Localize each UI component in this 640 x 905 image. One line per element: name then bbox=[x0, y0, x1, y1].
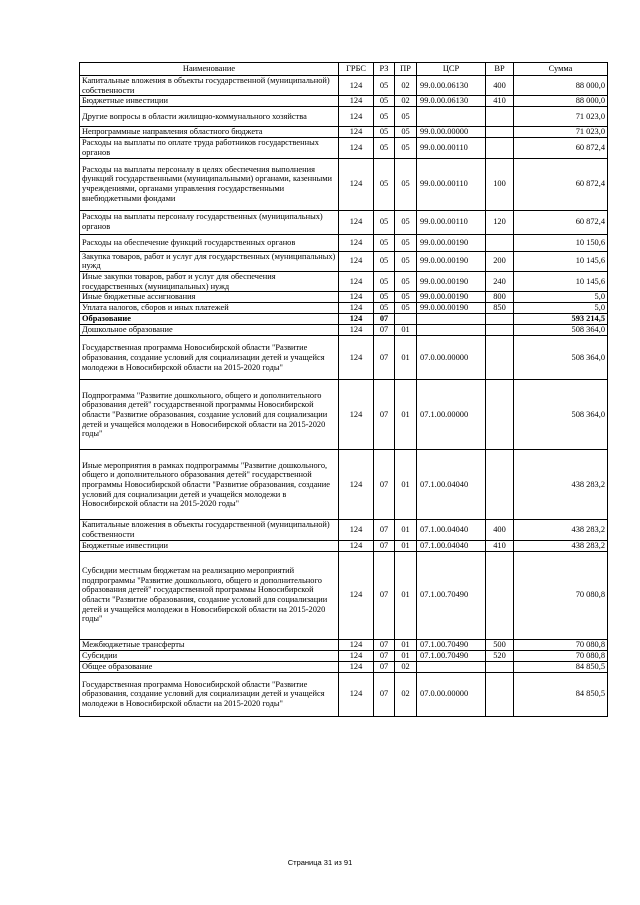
header-grbs: ГРБС bbox=[339, 63, 374, 76]
row-csr-cell: 07.1.00.70490 bbox=[417, 639, 486, 650]
row-rz-cell: 05 bbox=[374, 76, 395, 96]
row-vr-cell bbox=[486, 336, 514, 380]
table-row bbox=[80, 551, 608, 639]
row-grbs-cell: 124 bbox=[339, 520, 374, 540]
row-rz-cell: 07 bbox=[374, 661, 395, 672]
table-row bbox=[80, 661, 608, 672]
row-grbs-cell: 124 bbox=[339, 107, 374, 127]
row-name-cell: Общее образование bbox=[80, 661, 339, 672]
row-rz-cell: 07 bbox=[374, 380, 395, 450]
row-vr-cell: 410 bbox=[486, 96, 514, 107]
row-grbs-cell: 124 bbox=[339, 336, 374, 380]
row-pr-cell: 05 bbox=[395, 158, 417, 210]
row-rz-cell: 07 bbox=[374, 325, 395, 336]
row-grbs-cell: 124 bbox=[339, 551, 374, 639]
row-name-cell: Государственная программа Новосибирской области "Развитие образования, создание условий для социализации детей и учащейся молодежи в Новосибирской области на 2015-2020 годы" bbox=[80, 672, 339, 716]
row-csr-cell: 07.1.00.70490 bbox=[417, 551, 486, 639]
row-sum-cell: 60 872,4 bbox=[514, 158, 608, 210]
row-csr-cell bbox=[417, 661, 486, 672]
row-grbs-cell: 124 bbox=[339, 303, 374, 314]
table-header-row bbox=[80, 63, 608, 76]
row-rz-cell: 05 bbox=[374, 234, 395, 251]
row-name-cell: Иные мероприятия в рамках подпрограммы "Развитие дошкольного, общего и дополнительного образования детей" государственной программы Новосибирской области "Развитие образования, создание условий для социализации детей и учащейся молодежи в Новосибирской области на 2015-2020 годы" bbox=[80, 450, 339, 520]
row-sum-cell: 438 283,2 bbox=[514, 540, 608, 551]
row-csr-cell: 99.0.00.00190 bbox=[417, 292, 486, 303]
row-sum-cell: 71 023,0 bbox=[514, 107, 608, 127]
row-csr-cell: 99.0.00.00110 bbox=[417, 210, 486, 234]
row-grbs-cell: 124 bbox=[339, 661, 374, 672]
row-vr-cell: 500 bbox=[486, 639, 514, 650]
row-grbs-cell: 124 bbox=[339, 672, 374, 716]
row-rz-cell: 07 bbox=[374, 450, 395, 520]
row-pr-cell: 02 bbox=[395, 661, 417, 672]
row-grbs-cell: 124 bbox=[339, 76, 374, 96]
row-grbs-cell: 124 bbox=[339, 650, 374, 661]
row-name-cell: Образование bbox=[80, 314, 339, 325]
header-csr: ЦСР bbox=[417, 63, 486, 76]
table-row bbox=[80, 650, 608, 661]
row-name-cell: Непрограммные направления областного бюджета bbox=[80, 127, 339, 138]
row-sum-cell: 60 872,4 bbox=[514, 210, 608, 234]
row-pr-cell: 01 bbox=[395, 639, 417, 650]
row-grbs-cell: 124 bbox=[339, 450, 374, 520]
row-name-cell: Капитальные вложения в объекты государственной (муниципальной) собственности bbox=[80, 76, 339, 96]
row-grbs-cell: 124 bbox=[339, 292, 374, 303]
row-csr-cell: 99.0.00.00190 bbox=[417, 251, 486, 271]
row-name-cell: Межбюджетные трансферты bbox=[80, 639, 339, 650]
row-sum-cell: 84 850,5 bbox=[514, 661, 608, 672]
row-csr-cell: 07.0.00.00000 bbox=[417, 336, 486, 380]
row-sum-cell: 70 080,8 bbox=[514, 551, 608, 639]
row-grbs-cell: 124 bbox=[339, 234, 374, 251]
table-row bbox=[80, 76, 608, 96]
row-pr-cell: 05 bbox=[395, 138, 417, 158]
row-sum-cell: 10 145,6 bbox=[514, 271, 608, 291]
table-row bbox=[80, 127, 608, 138]
row-name-cell: Государственная программа Новосибирской области "Развитие образования, создание условий для социализации детей и учащейся молодежи в Новосибирской области на 2015-2020 годы" bbox=[80, 336, 339, 380]
row-name-cell: Расходы на выплаты по оплате труда работников государственных органов bbox=[80, 138, 339, 158]
table-row bbox=[80, 540, 608, 551]
row-csr-cell: 99.0.00.00190 bbox=[417, 271, 486, 291]
row-grbs-cell: 124 bbox=[339, 325, 374, 336]
row-name-cell: Капитальные вложения в объекты государственной (муниципальной) собственности bbox=[80, 520, 339, 540]
table-row bbox=[80, 107, 608, 127]
row-csr-cell: 07.1.00.04040 bbox=[417, 540, 486, 551]
row-grbs-cell: 124 bbox=[339, 127, 374, 138]
row-sum-cell: 88 000,0 bbox=[514, 76, 608, 96]
row-rz-cell: 07 bbox=[374, 540, 395, 551]
row-sum-cell: 438 283,2 bbox=[514, 520, 608, 540]
table-row bbox=[80, 271, 608, 291]
row-grbs-cell: 124 bbox=[339, 271, 374, 291]
row-vr-cell bbox=[486, 107, 514, 127]
row-name-cell: Расходы на обеспечение функций государственных органов bbox=[80, 234, 339, 251]
row-rz-cell: 05 bbox=[374, 303, 395, 314]
row-pr-cell: 05 bbox=[395, 127, 417, 138]
row-csr-cell bbox=[417, 314, 486, 325]
table-row bbox=[80, 158, 608, 210]
row-rz-cell: 05 bbox=[374, 96, 395, 107]
row-rz-cell: 05 bbox=[374, 138, 395, 158]
row-csr-cell: 99.0.00.00190 bbox=[417, 234, 486, 251]
row-grbs-cell: 124 bbox=[339, 639, 374, 650]
row-sum-cell: 88 000,0 bbox=[514, 96, 608, 107]
row-pr-cell: 05 bbox=[395, 210, 417, 234]
row-sum-cell: 70 080,8 bbox=[514, 639, 608, 650]
row-name-cell: Расходы на выплаты персоналу в целях обеспечения выполнения функций государственными (муниципальными) органами, казенными учреждениями, органами управления государственными внебюджетными фондами bbox=[80, 158, 339, 210]
table-row bbox=[80, 336, 608, 380]
row-sum-cell: 60 872,4 bbox=[514, 138, 608, 158]
table-row bbox=[80, 380, 608, 450]
row-csr-cell: 07.1.00.70490 bbox=[417, 650, 486, 661]
row-csr-cell: 99.0.00.00000 bbox=[417, 127, 486, 138]
row-pr-cell: 01 bbox=[395, 450, 417, 520]
row-vr-cell bbox=[486, 551, 514, 639]
row-grbs-cell: 124 bbox=[339, 380, 374, 450]
row-rz-cell: 07 bbox=[374, 672, 395, 716]
row-grbs-cell: 124 bbox=[339, 314, 374, 325]
row-sum-cell: 84 850,5 bbox=[514, 672, 608, 716]
table-row bbox=[80, 96, 608, 107]
table-row bbox=[80, 450, 608, 520]
row-vr-cell bbox=[486, 314, 514, 325]
row-pr-cell: 01 bbox=[395, 336, 417, 380]
row-csr-cell: 99.0.00.00110 bbox=[417, 138, 486, 158]
row-csr-cell bbox=[417, 107, 486, 127]
row-csr-cell: 07.0.00.00000 bbox=[417, 672, 486, 716]
row-sum-cell: 10 145,6 bbox=[514, 251, 608, 271]
page-number: Страница 31 из 91 bbox=[287, 858, 353, 867]
row-sum-cell: 5,0 bbox=[514, 303, 608, 314]
row-vr-cell: 200 bbox=[486, 251, 514, 271]
row-vr-cell bbox=[486, 672, 514, 716]
table-row bbox=[80, 303, 608, 314]
row-csr-cell: 07.1.00.04040 bbox=[417, 520, 486, 540]
row-vr-cell bbox=[486, 380, 514, 450]
row-sum-cell: 593 214,5 bbox=[514, 314, 608, 325]
row-pr-cell: 05 bbox=[395, 251, 417, 271]
row-sum-cell: 438 283,2 bbox=[514, 450, 608, 520]
row-name-cell: Подпрограмма "Развитие дошкольного, общего и дополнительного образования детей" государственной программы Новосибирской области "Развитие образования, создание условий для социализации детей и учащейся молодежи в Новосибирской области на 2015-2020 годы" bbox=[80, 380, 339, 450]
row-vr-cell: 850 bbox=[486, 303, 514, 314]
row-vr-cell: 120 bbox=[486, 210, 514, 234]
row-grbs-cell: 124 bbox=[339, 251, 374, 271]
row-rz-cell: 05 bbox=[374, 127, 395, 138]
row-sum-cell: 70 080,8 bbox=[514, 650, 608, 661]
table-row bbox=[80, 234, 608, 251]
row-name-cell: Субсидии местным бюджетам на реализацию мероприятий подпрограммы "Развитие дошкольного, общего и дополнительного образования детей" государственной программы Новосибирской области "Развитие образования, создание условий для социализации детей и учащейся молодежи в Новосибирской области на 2015-2020 годы" bbox=[80, 551, 339, 639]
row-csr-cell: 07.1.00.00000 bbox=[417, 380, 486, 450]
budget-table bbox=[79, 62, 608, 717]
row-grbs-cell: 124 bbox=[339, 96, 374, 107]
row-pr-cell: 02 bbox=[395, 76, 417, 96]
row-vr-cell: 410 bbox=[486, 540, 514, 551]
row-name-cell: Дошкольное образование bbox=[80, 325, 339, 336]
row-sum-cell: 5,0 bbox=[514, 292, 608, 303]
row-pr-cell: 05 bbox=[395, 234, 417, 251]
row-name-cell: Иные бюджетные ассигнования bbox=[80, 292, 339, 303]
row-vr-cell bbox=[486, 138, 514, 158]
table-row bbox=[80, 325, 608, 336]
table-row bbox=[80, 138, 608, 158]
row-pr-cell: 05 bbox=[395, 107, 417, 127]
row-csr-cell: 99.0.00.06130 bbox=[417, 76, 486, 96]
table-row bbox=[80, 251, 608, 271]
row-rz-cell: 05 bbox=[374, 158, 395, 210]
row-rz-cell: 05 bbox=[374, 251, 395, 271]
row-grbs-cell: 124 bbox=[339, 158, 374, 210]
row-grbs-cell: 124 bbox=[339, 540, 374, 551]
row-csr-cell: 99.0.00.06130 bbox=[417, 96, 486, 107]
row-vr-cell: 800 bbox=[486, 292, 514, 303]
row-rz-cell: 07 bbox=[374, 551, 395, 639]
row-sum-cell: 508 364,0 bbox=[514, 336, 608, 380]
header-rz: РЗ bbox=[374, 63, 395, 76]
row-pr-cell: 02 bbox=[395, 672, 417, 716]
table-row bbox=[80, 520, 608, 540]
row-name-cell: Бюджетные инвестиции bbox=[80, 96, 339, 107]
row-pr-cell: 01 bbox=[395, 540, 417, 551]
row-pr-cell: 01 bbox=[395, 325, 417, 336]
row-name-cell: Бюджетные инвестиции bbox=[80, 540, 339, 551]
header-sum: Сумма bbox=[514, 63, 608, 76]
row-pr-cell: 02 bbox=[395, 96, 417, 107]
row-name-cell: Субсидии bbox=[80, 650, 339, 661]
table-row bbox=[80, 292, 608, 303]
row-rz-cell: 05 bbox=[374, 292, 395, 303]
row-rz-cell: 05 bbox=[374, 271, 395, 291]
row-pr-cell: 01 bbox=[395, 380, 417, 450]
table-row bbox=[80, 639, 608, 650]
row-pr-cell: 01 bbox=[395, 520, 417, 540]
row-rz-cell: 07 bbox=[374, 639, 395, 650]
row-sum-cell: 508 364,0 bbox=[514, 325, 608, 336]
row-name-cell: Уплата налогов, сборов и иных платежей bbox=[80, 303, 339, 314]
row-grbs-cell: 124 bbox=[339, 210, 374, 234]
row-csr-cell: 99.0.00.00110 bbox=[417, 158, 486, 210]
row-name-cell: Расходы на выплаты персоналу государственных (муниципальных) органов bbox=[80, 210, 339, 234]
row-rz-cell: 07 bbox=[374, 520, 395, 540]
row-sum-cell: 508 364,0 bbox=[514, 380, 608, 450]
header-name: Наименование bbox=[80, 63, 339, 76]
row-rz-cell: 07 bbox=[374, 336, 395, 380]
row-sum-cell: 71 023,0 bbox=[514, 127, 608, 138]
row-vr-cell: 520 bbox=[486, 650, 514, 661]
row-rz-cell: 05 bbox=[374, 210, 395, 234]
row-pr-cell: 05 bbox=[395, 303, 417, 314]
header-pr: ПР bbox=[395, 63, 417, 76]
row-name-cell: Закупка товаров, работ и услуг для государственных (муниципальных) нужд bbox=[80, 251, 339, 271]
row-grbs-cell: 124 bbox=[339, 138, 374, 158]
row-vr-cell bbox=[486, 325, 514, 336]
row-vr-cell bbox=[486, 234, 514, 251]
row-rz-cell: 07 bbox=[374, 314, 395, 325]
row-pr-cell: 05 bbox=[395, 292, 417, 303]
row-pr-cell: 01 bbox=[395, 650, 417, 661]
row-pr-cell: 01 bbox=[395, 551, 417, 639]
row-csr-cell: 99.0.00.00190 bbox=[417, 303, 486, 314]
row-vr-cell: 400 bbox=[486, 76, 514, 96]
row-vr-cell bbox=[486, 661, 514, 672]
row-name-cell: Другие вопросы в области жилищно-коммунального хозяйства bbox=[80, 107, 339, 127]
row-vr-cell bbox=[486, 127, 514, 138]
row-vr-cell bbox=[486, 450, 514, 520]
row-csr-cell: 07.1.00.04040 bbox=[417, 450, 486, 520]
row-name-cell: Иные закупки товаров, работ и услуг для обеспечения государственных (муниципальных) нужд bbox=[80, 271, 339, 291]
table-row bbox=[80, 210, 608, 234]
row-vr-cell: 100 bbox=[486, 158, 514, 210]
row-rz-cell: 07 bbox=[374, 650, 395, 661]
row-vr-cell: 400 bbox=[486, 520, 514, 540]
row-sum-cell: 10 150,6 bbox=[514, 234, 608, 251]
row-csr-cell bbox=[417, 325, 486, 336]
row-vr-cell: 240 bbox=[486, 271, 514, 291]
row-pr-cell bbox=[395, 314, 417, 325]
row-rz-cell: 05 bbox=[374, 107, 395, 127]
row-pr-cell: 05 bbox=[395, 271, 417, 291]
table-row bbox=[80, 314, 608, 325]
table-row bbox=[80, 672, 608, 716]
header-vr: ВР bbox=[486, 63, 514, 76]
